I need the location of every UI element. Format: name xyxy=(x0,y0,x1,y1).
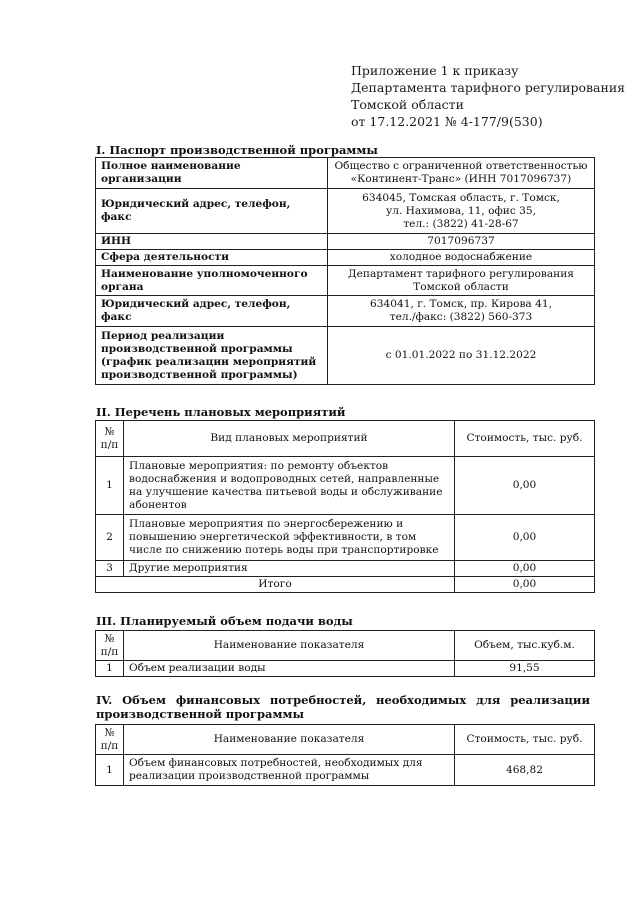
passport-label: Сфера деятельности xyxy=(96,250,328,266)
header-cost: Стоимость, тыс. руб. xyxy=(455,421,595,457)
section-1-title: I. Паспорт производственной программы xyxy=(96,143,378,157)
passport-value-line: «Континент-Транс» (ИНН 7017096737) xyxy=(350,173,572,185)
total-label: Итого xyxy=(96,577,455,593)
passport-label: ИНН xyxy=(96,234,328,250)
table-row xyxy=(96,755,595,786)
passport-value-line: Общество с ограниченной ответственностью xyxy=(334,160,588,172)
passport-value: холодное водоснабжение xyxy=(328,250,595,266)
passport-value-line: Томской области xyxy=(413,280,509,293)
title-word: IV. xyxy=(96,693,113,707)
table-header-row xyxy=(96,631,595,661)
table-row xyxy=(96,266,595,296)
title-word: реализации xyxy=(510,693,590,707)
table-row xyxy=(96,561,595,577)
header-num: № п/п xyxy=(96,725,124,755)
passport-value-line: тел./факс: (3822) 560-373 xyxy=(389,311,533,323)
appendix-line-3: Томской области xyxy=(351,97,464,112)
header-num: № п/п xyxy=(96,631,124,661)
header-num: № п/п xyxy=(96,421,124,457)
appendix-line-1: Приложение 1 к приказу xyxy=(351,63,519,78)
header-name: Наименование показателя xyxy=(124,725,455,755)
section-4-title-line-2: производственной программы xyxy=(96,707,304,721)
passport-value: с 01.01.2022 по 31.12.2022 xyxy=(328,327,595,385)
table-row xyxy=(96,515,595,561)
header-name: Наименование показателя xyxy=(124,631,455,661)
table-row xyxy=(96,661,595,677)
title-word: финансовых xyxy=(175,693,261,707)
volume-table xyxy=(95,630,595,677)
table-row xyxy=(96,327,595,385)
row-num: 2 xyxy=(96,515,124,561)
passport-label: Юридический адрес, телефон, факс xyxy=(96,189,328,234)
title-word: для xyxy=(476,693,501,707)
row-cost: 0,00 xyxy=(455,515,595,561)
row-name: Объем реализации воды xyxy=(124,661,455,677)
table-row xyxy=(96,189,595,234)
table-header-row xyxy=(96,725,595,755)
passport-table xyxy=(95,157,595,385)
row-num: 1 xyxy=(96,755,124,786)
table-row xyxy=(96,234,595,250)
passport-value-line: Департамент тарифного регулирования xyxy=(348,267,574,280)
table-row xyxy=(96,250,595,266)
passport-value-line: 634045, Томская область, г. Томск, xyxy=(362,191,560,204)
header-name: Вид плановых мероприятий xyxy=(124,421,455,457)
row-name: Плановые мероприятия: по ремонту объектов водоснабжения и водопроводных сетей, направленные на улучшение качества питьевой воды и обслуживание абонентов xyxy=(124,457,455,515)
finance-table xyxy=(95,724,595,786)
title-word: необходимых xyxy=(376,693,467,707)
table-header-row xyxy=(96,421,595,457)
passport-label: Полное наименование организации xyxy=(96,158,328,189)
row-num: 1 xyxy=(96,457,124,515)
passport-value xyxy=(328,189,595,234)
measures-table xyxy=(95,420,595,593)
passport-label: Наименование уполномоченного органа xyxy=(96,266,328,296)
row-cost: 468,82 xyxy=(455,755,595,786)
row-cost: 0,00 xyxy=(455,561,595,577)
section-3-title: III. Планируемый объем подачи воды xyxy=(96,614,353,628)
total-value: 0,00 xyxy=(455,577,595,593)
table-row xyxy=(96,296,595,327)
total-row xyxy=(96,577,595,593)
title-word: Объем xyxy=(122,693,166,707)
passport-value xyxy=(328,296,595,327)
row-value: 91,55 xyxy=(455,661,595,677)
row-name: Объем финансовых потребностей, необходимых для реализации производственной программы xyxy=(124,755,455,786)
passport-value xyxy=(328,266,595,296)
header-cost: Стоимость, тыс. руб. xyxy=(455,725,595,755)
passport-label: Юридический адрес, телефон, факс xyxy=(96,296,328,327)
header-value: Объем, тыс.куб.м. xyxy=(455,631,595,661)
passport-value-line: 634041, г. Томск, пр. Кирова 41, xyxy=(370,298,552,310)
passport-value: 7017096737 xyxy=(328,234,595,250)
table-row xyxy=(96,158,595,189)
section-2-title: II. Перечень плановых мероприятий xyxy=(96,405,346,419)
passport-value-line: тел.: (3822) 41-28-67 xyxy=(403,217,519,230)
row-cost: 0,00 xyxy=(455,457,595,515)
section-4-title-line-1 xyxy=(96,693,590,707)
row-num: 1 xyxy=(96,661,124,677)
row-name: Плановые мероприятия по энергосбережению и повышению энергетической эффективности, в том числе по снижению потерь воды при транспортировке xyxy=(124,515,455,561)
row-name: Другие мероприятия xyxy=(124,561,455,577)
row-num: 3 xyxy=(96,561,124,577)
section-4-title xyxy=(96,693,590,721)
passport-label: Период реализации производственной программы (график реализации мероприятий производственной программы) xyxy=(96,327,328,385)
title-word: потребностей, xyxy=(269,693,367,707)
appendix-header xyxy=(351,62,625,130)
table-row xyxy=(96,457,595,515)
passport-value-line: ул. Нахимова, 11, офис 35, xyxy=(385,204,536,217)
appendix-line-4: от 17.12.2021 № 4-177/9(530) xyxy=(351,114,543,129)
appendix-line-2: Департамента тарифного регулирования xyxy=(351,80,626,95)
passport-value xyxy=(328,158,595,189)
